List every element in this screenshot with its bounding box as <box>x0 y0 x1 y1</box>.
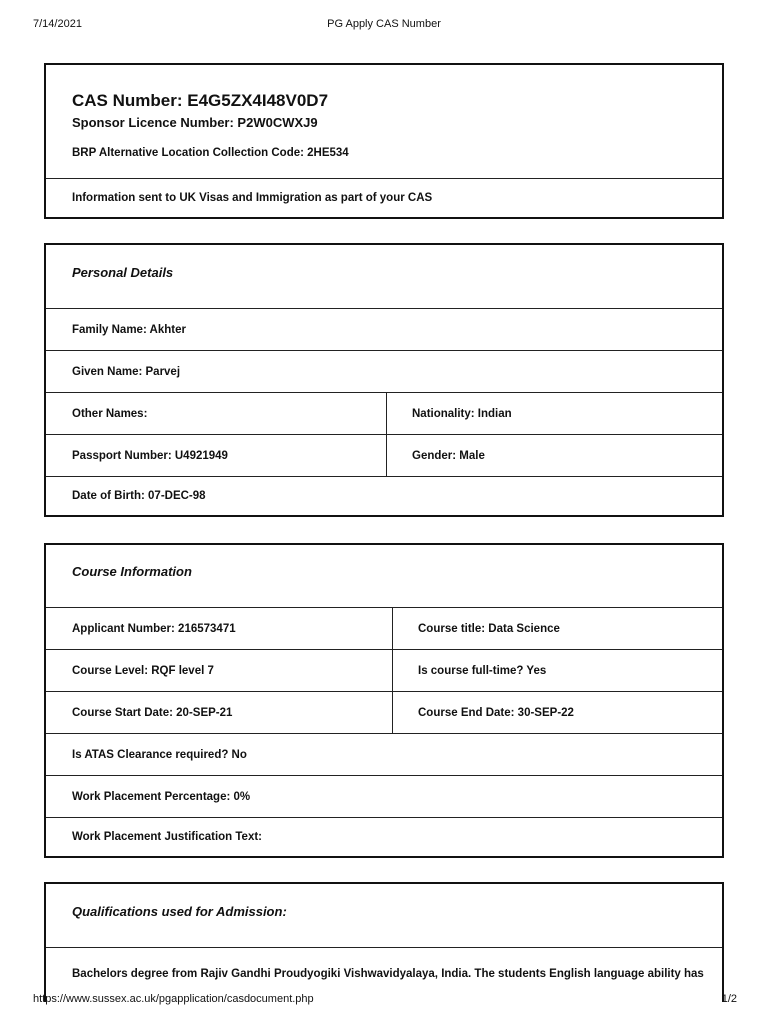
page-url: https://www.sussex.ac.uk/pgapplication/casdocument.php <box>33 993 314 1005</box>
brp-collection-code: BRP Alternative Location Collection Code: 2HE534 <box>72 147 349 159</box>
gender: Gender: Male <box>412 449 485 462</box>
date-of-birth: Date of Birth: 07-DEC-98 <box>72 490 206 502</box>
work-placement-percentage: Work Placement Percentage: 0% <box>72 790 251 803</box>
course-level-row <box>46 649 722 691</box>
page-number: 1/2 <box>721 993 737 1005</box>
work-placement-pct-row <box>46 775 722 817</box>
personal-details-title: Personal Details <box>72 265 174 280</box>
dob-row <box>46 476 722 515</box>
course-title-row <box>46 545 722 607</box>
family-name-row <box>46 308 722 350</box>
column-divider <box>392 692 393 733</box>
other-names-row <box>46 392 722 434</box>
print-title: PG Apply CAS Number <box>327 18 441 30</box>
qualifications-title: Qualifications used for Admission: <box>72 904 287 919</box>
course-info-box <box>44 543 724 858</box>
personal-title-row <box>46 245 722 308</box>
info-sent-text: Information sent to UK Visas and Immigration as part of your CAS <box>72 192 433 204</box>
course-dates-row <box>46 691 722 733</box>
course-title: Course title: Data Science <box>418 622 560 635</box>
given-name: Given Name: Parvej <box>72 365 181 378</box>
qualifications-title-row <box>46 884 722 947</box>
sponsor-licence-number: Sponsor Licence Number: P2W0CWXJ9 <box>72 115 318 130</box>
print-date: 7/14/2021 <box>33 18 82 30</box>
cas-summary-box <box>44 63 724 219</box>
column-divider <box>386 393 387 434</box>
course-full-time: Is course full-time? Yes <box>418 664 547 677</box>
passport-row <box>46 434 722 476</box>
other-names: Other Names: <box>72 407 148 420</box>
info-sent-row <box>46 178 722 217</box>
qualifications-box <box>44 882 724 1002</box>
personal-details-box <box>44 243 724 517</box>
cas-number: CAS Number: E4G5ZX4I48V0D7 <box>72 91 329 110</box>
column-divider <box>386 435 387 476</box>
course-info-title: Course Information <box>72 564 192 579</box>
nationality: Nationality: Indian <box>412 407 512 420</box>
atas-clearance: Is ATAS Clearance required? No <box>72 748 247 761</box>
atas-row <box>46 733 722 775</box>
work-placement-just-row <box>46 817 722 856</box>
applicant-number: Applicant Number: 216573471 <box>72 622 236 635</box>
column-divider <box>392 650 393 691</box>
course-start-date: Course Start Date: 20-SEP-21 <box>72 706 233 719</box>
applicant-row <box>46 607 722 649</box>
passport-number: Passport Number: U4921949 <box>72 449 228 462</box>
given-name-row <box>46 350 722 392</box>
course-end-date: Course End Date: 30-SEP-22 <box>418 706 574 719</box>
family-name: Family Name: Akhter <box>72 323 186 336</box>
column-divider <box>392 608 393 649</box>
course-level: Course Level: RQF level 7 <box>72 664 214 677</box>
print-footer <box>0 993 768 1009</box>
qualifications-text: Bachelors degree from Rajiv Gandhi Proudyogiki Vishwavidyalaya, India. The students English language ability has <box>72 968 704 980</box>
cas-header-row <box>46 65 722 178</box>
work-placement-justification: Work Placement Justification Text: <box>72 831 263 843</box>
print-header <box>0 18 768 34</box>
